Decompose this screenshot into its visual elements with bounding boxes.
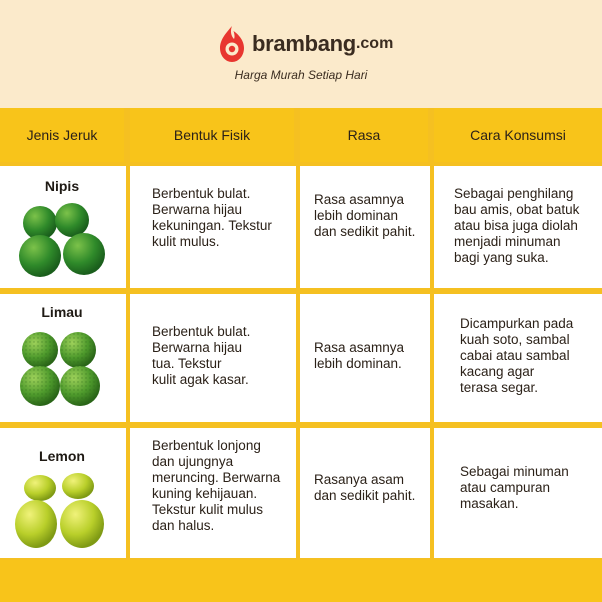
header-rasa: Rasa — [300, 108, 428, 162]
citrus-table — [0, 108, 602, 560]
table-row-limau-bentuk-cell — [130, 294, 296, 422]
table-row-nipis-rasa-cell — [300, 166, 430, 288]
fruit-name: Lemon — [39, 448, 85, 464]
table-row-nipis-konsumsi-cell — [434, 166, 602, 288]
table-row-nipis-bentuk-cell — [130, 166, 296, 288]
brand-name: brambang — [252, 31, 356, 56]
rasa-text: Rasa asamnya lebih dominan. — [314, 340, 405, 371]
rasa-text: Rasanya asam dan sedikit pahit. — [314, 472, 416, 503]
table-row-lemon-name-cell — [0, 428, 126, 558]
brand-logo[interactable] — [218, 24, 393, 64]
onion-logo-icon — [218, 25, 246, 63]
limau-fruits-icon — [16, 328, 108, 410]
table-row-limau-rasa-cell — [300, 294, 430, 422]
table-row-lemon-konsumsi-cell — [434, 428, 602, 558]
table-row-lemon-rasa-cell — [300, 428, 430, 558]
rasa-text: Rasa asamnya lebih dominan dan sedikit pahit. — [314, 192, 416, 239]
table-row-lemon-bentuk-cell — [130, 428, 296, 558]
table-row-limau-name-cell — [0, 294, 126, 422]
bentuk-fisik-text: Berbentuk bulat. Berwarna hijau kekuningan. Tekstur kulit mulus. — [152, 186, 272, 249]
cara-konsumsi-text: Dicampurkan pada kuah soto, sambal cabai atau sambal kacang agar terasa segar. — [460, 316, 574, 395]
bentuk-fisik-text: Berbentuk bulat. Berwarna hijau tua. Tekstur kulit agak kasar. — [152, 324, 251, 387]
page-header — [0, 0, 602, 108]
cara-konsumsi-text: Sebagai minuman atau campuran masakan. — [460, 464, 569, 511]
tagline: Harga Murah Setiap Hari — [234, 68, 368, 82]
fruit-name: Nipis — [44, 178, 80, 194]
table-row-nipis-name-cell — [0, 166, 126, 288]
bentuk-fisik-text: Berbentuk lonjong dan ujungnya meruncing. Berwarna kuning kehijauan. Tekstur kulit mulus dan halus. — [152, 438, 281, 533]
header-jenis-jeruk: Jenis Jeruk — [0, 108, 124, 162]
cara-konsumsi-text: Sebagai penghilang bau amis, obat batuk atau bisa juga diolah menjadi minuman bagi yang suka. — [454, 186, 580, 265]
header-cara-konsumsi: Cara Konsumsi — [434, 108, 602, 162]
footer-bar — [0, 560, 602, 602]
lime-fruits-icon — [14, 202, 110, 284]
fruit-name: Limau — [41, 304, 83, 320]
brand-tld: .com — [355, 35, 394, 52]
table-row-limau-konsumsi-cell — [434, 294, 602, 422]
lemon-fruits-icon — [12, 470, 108, 554]
header-bentuk-fisik: Bentuk Fisik — [130, 108, 294, 162]
